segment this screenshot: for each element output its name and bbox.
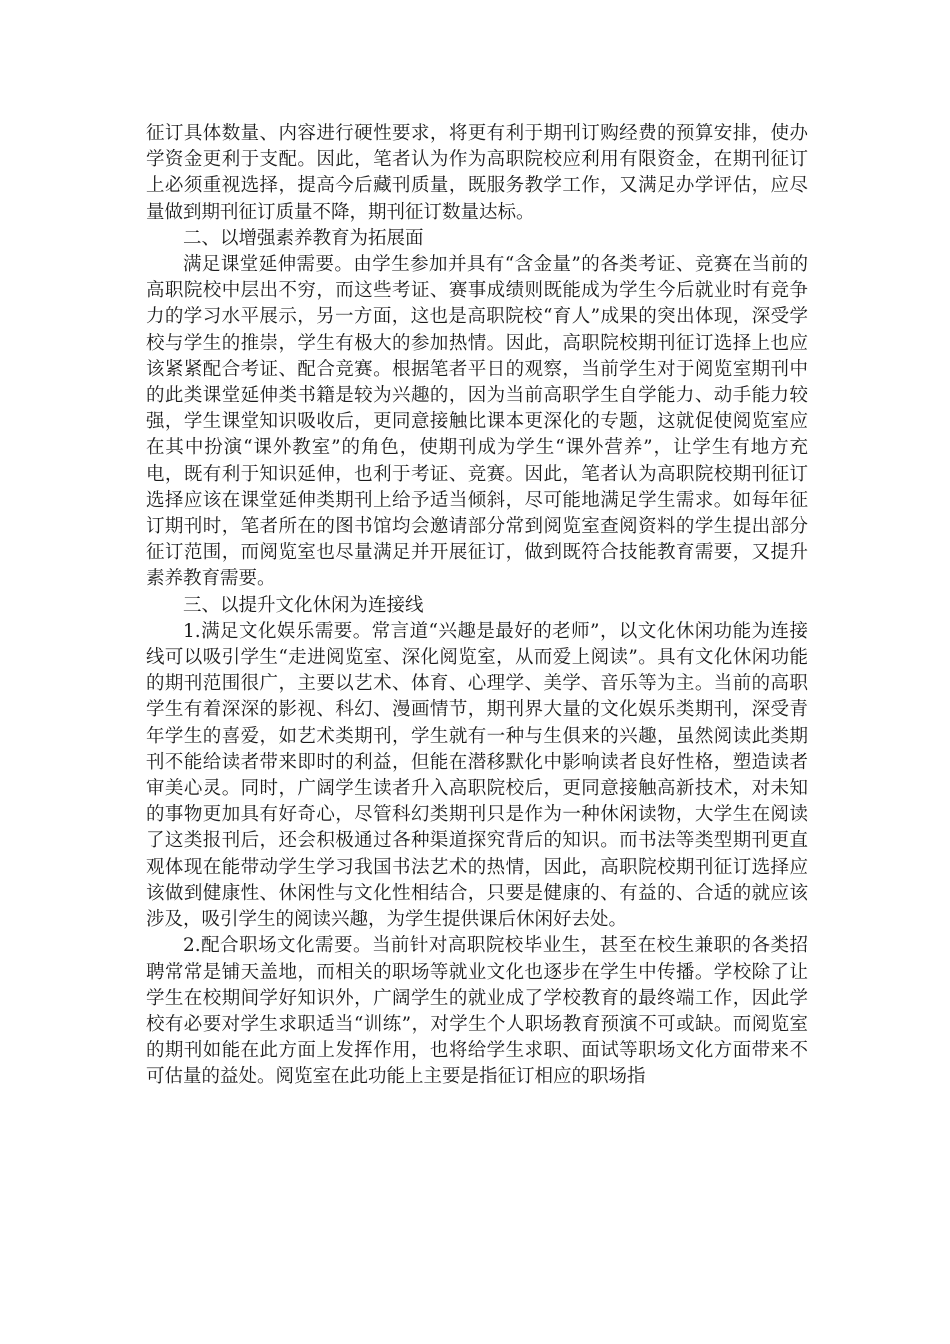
section-heading-2: 二、以增强素养教育为拓展面: [183, 227, 424, 249]
paragraph-workplace-culture: 2.配合职场文化需要。当前针对高职院校毕业生，甚至在校生兼职的各类招聘常常是铺天盖地，而相关的职场等就业文化也逐步在学生中传播。学校除了让学生在校期间学好知识外，广阔学生的就业成了学校教育的最终端工作，因此学校有必要对学生求职适当“训练”，对学生个人职场教育预演不可或缺。而阅览室的期刊如能在此方面上发挥作用，也将给学生求职、面试等职场文化方面带来不可估量的益处。阅览室在此功能上主要是指征订相应的职场指: [146, 935, 808, 1088]
paragraph-classroom-extension: 满足课堂延伸需要。由学生参加并具有“含金量”的各类考证、竞赛在当前的高职院校中层出不穷，而这些考证、赛事成绩则既能成为学生今后就业时有竞争力的学习水平展示，另一方面，这也是高职院校“育人”成果的突出体现，深受学校与学生的推崇，学生有极大的参加热情。因此，高职院校期刊征订选择上也应该紧紧配合考证、配合竞赛。根据笔者平日的观察，当前学生对于阅览室期刊中的此类课堂延伸类书籍是较为兴趣的，因为当前高职学生自学能力、动手能力较强，学生课堂知识吸收后，更同意接触比课本更深化的专题，这就促使阅览室应在其中扮演“课外教室”的角色，使期刊成为学生“课外营养”，让学生有地方充电，既有利于知识延伸，也利于考证、竞赛。因此，笔者认为高职院校期刊征订选择应该在课堂延伸类期刊上给予适当倾斜，尽可能地满足学生需求。如每年征订期刊时，笔者所在的图书馆均会邀请部分常到阅览室查阅资料的学生提出部分征订范围，而阅览室也尽量满足并开展征订，做到既符合技能教育需要，又提升素养教育需要。: [146, 254, 808, 590]
paragraph-cultural-entertainment: 1.满足文化娱乐需要。常言道“兴趣是最好的老师”，以文化休闲功能为连接线可以吸引学生“走进阅览室、深化阅览室，从而爱上阅读”。具有文化休闲功能的期刊范围很广，主要以艺术、体育、心理学、美学、音乐等为主。当前的高职学生有着深深的影视、科幻、漫画情节，期刊界大量的文化娱乐类期刊，深受青年学生的喜爱，如艺术类期刊，学生就有一种与生俱来的兴趣，虽然阅读此类期刊不能给读者带来即时的利益，但能在潜移默化中影响读者良好性格，塑造读者审美心灵。同时，广阔学生读者升入高职院校后，更同意接触高新技术，对未知的事物更加具有好奇心，尽管科幻类期刊只是作为一种休闲读物，大学生在阅读了这类报刊后，还会积极通过各种渠道探究背后的知识。而书法等类型期刊更直观体现在能带动学生学习我国书法艺术的热情，因此，高职院校期刊征订选择应该做到健康性、休闲性与文化性相结合，只要是健康的、有益的、合适的就应该涉及，吸引学生的阅读兴趣，为学生提供课后休闲好去处。: [146, 620, 808, 931]
paragraph-budget-conclusion: 征订具体数量、内容进行硬性要求，将更有利于期刊订购经费的预算安排，使办学资金更利于支配。因此，笔者认为作为高职院校应利用有限资金，在期刊征订上必须重视选择，提高今后藏刊质量，既服务教学工作，又满足办学评估，应尽量做到期刊征订质量不降，期刊征订数量达标。: [146, 123, 808, 223]
document-body: [146, 121, 808, 1091]
section-heading-3: 三、以提升文化休闲为连接线: [183, 594, 424, 616]
